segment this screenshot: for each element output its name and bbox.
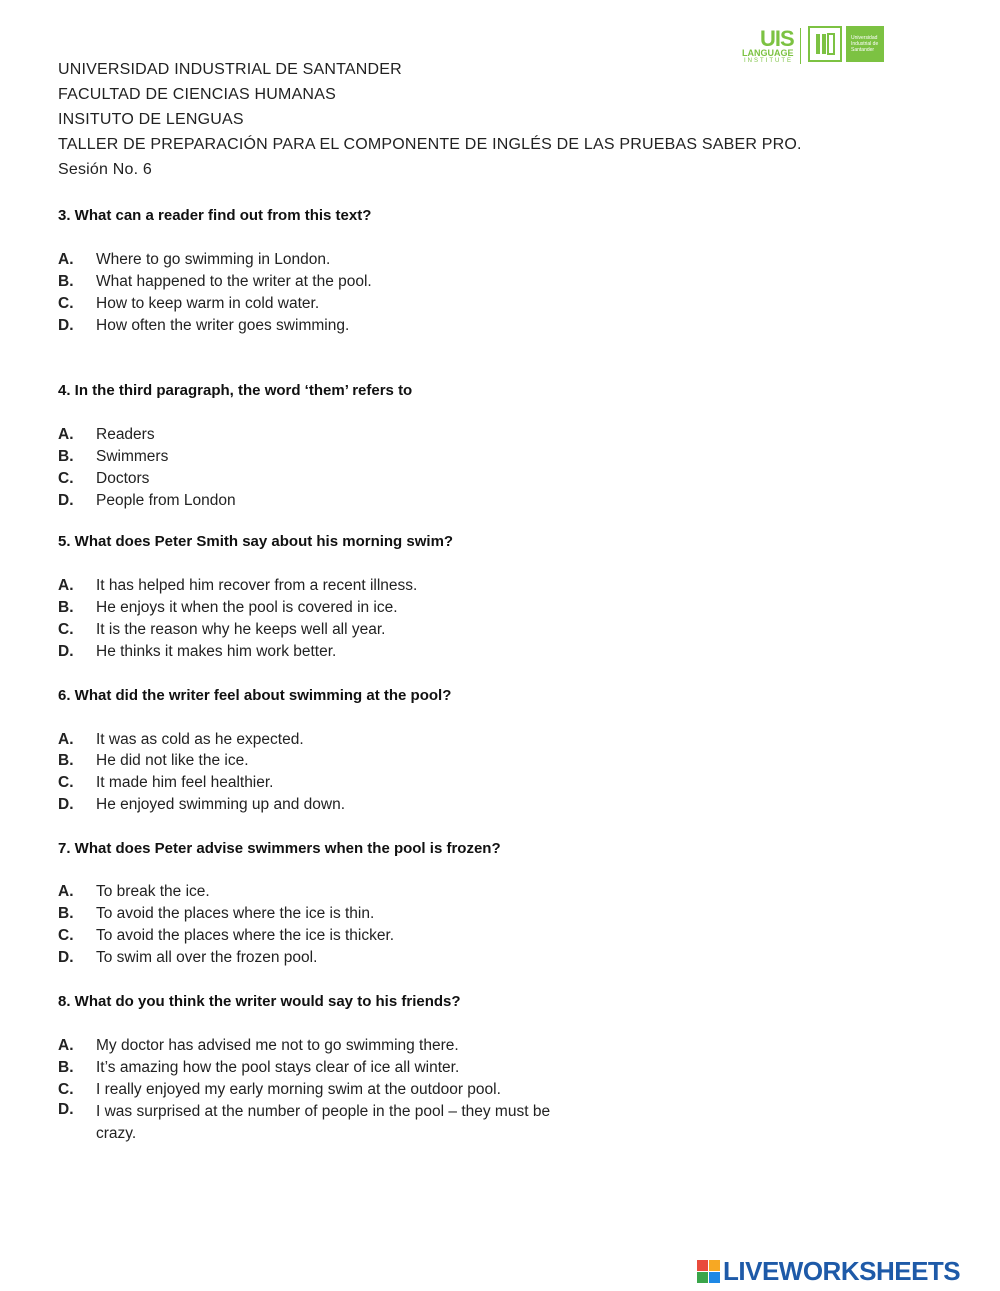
liveworksheets-logo-icon (697, 1260, 721, 1284)
option-letter: B. (58, 752, 74, 769)
question-4: 4. In the third paragraph, the word ‘them’ refers to (58, 382, 413, 399)
option-text: He enjoyed swimming up and down. (96, 796, 345, 813)
option-text: It is the reason why he keeps well all year. (96, 621, 386, 638)
logo-institute-text: INSTITUTE (744, 58, 793, 64)
option-letter: B. (58, 1059, 74, 1076)
option-text: It has helped him recover from a recent illness. (96, 577, 418, 594)
option-text: Doctors (96, 470, 150, 487)
option-text: It made him feel healthier. (96, 774, 274, 791)
option-letter: C. (58, 470, 74, 487)
option-5b[interactable] (58, 599, 398, 617)
option-letter: B. (58, 273, 74, 290)
uis-seal-icon (808, 26, 842, 62)
university-name: UNIVERSIDAD INDUSTRIAL DE SANTANDER (58, 61, 402, 78)
uis-language-institute-logo (742, 26, 887, 66)
option-3c[interactable] (58, 295, 319, 313)
option-7b[interactable] (58, 905, 374, 923)
option-7d[interactable] (58, 949, 317, 967)
option-text: He enjoys it when the pool is covered in ice. (96, 599, 398, 616)
option-text: It was as cold as he expected. (96, 731, 304, 748)
option-letter: B. (58, 905, 74, 922)
option-text: How often the writer goes swimming. (96, 317, 350, 334)
option-5d[interactable] (58, 643, 336, 661)
option-8a[interactable] (58, 1037, 459, 1055)
option-letter: D. (58, 796, 74, 813)
option-text: To avoid the places where the ice is thicker. (96, 927, 395, 944)
option-text: What happened to the writer at the pool. (96, 273, 372, 290)
option-text: Swimmers (96, 448, 169, 465)
option-letter: D. (58, 492, 74, 509)
option-text: He did not like the ice. (96, 752, 249, 769)
liveworksheets-wordmark: LIVEWORKSHEETS (723, 1256, 961, 1286)
option-letter: A. (58, 883, 74, 900)
institute-name: INSITUTO DE LENGUAS (58, 111, 244, 128)
option-8b[interactable] (58, 1059, 459, 1077)
workshop-title: TALLER DE PREPARACIÓN PARA EL COMPONENTE DE INGLÉS DE LAS PRUEBAS SABER PRO. (58, 136, 802, 153)
uis-badge-text: Universidad Industrial de Santander (851, 35, 879, 53)
option-letter: C. (58, 774, 74, 791)
option-6a[interactable] (58, 731, 304, 749)
option-letter: C. (58, 927, 74, 944)
option-text: My doctor has advised me not to go swimming there. (96, 1037, 459, 1054)
option-text: People from London (96, 492, 236, 509)
option-text: He thinks it makes him work better. (96, 643, 337, 660)
option-letter: B. (58, 448, 74, 465)
option-6d[interactable] (58, 796, 345, 814)
question-6: 6. What did the writer feel about swimming at the pool? (58, 687, 452, 704)
option-text: It’s amazing how the pool stays clear of ice all winter. (96, 1059, 460, 1076)
option-4d[interactable] (58, 492, 236, 510)
option-text: How to keep warm in cold water. (96, 295, 320, 312)
option-letter: D. (58, 317, 74, 334)
option-letter: A. (58, 1037, 74, 1054)
option-letter: A. (58, 731, 74, 748)
option-letter: D. (58, 643, 74, 660)
option-letter: D. (58, 1101, 74, 1118)
option-text: To avoid the places where the ice is thin. (96, 905, 375, 922)
option-letter: C. (58, 1081, 74, 1098)
logo-language-text: LANGUAGE (742, 48, 794, 58)
option-text: Where to go swimming in London. (96, 251, 331, 268)
option-8c[interactable] (58, 1081, 501, 1099)
question-5: 5. What does Peter Smith say about his morning swim? (58, 533, 454, 550)
option-5a[interactable] (58, 577, 417, 595)
option-text: To swim all over the frozen pool. (96, 949, 318, 966)
logo-divider (800, 28, 801, 64)
option-text: Readers (96, 426, 155, 443)
option-text: To break the ice. (96, 883, 210, 900)
option-7a[interactable] (58, 883, 210, 901)
option-3d[interactable] (58, 317, 349, 335)
option-3a[interactable] (58, 251, 330, 269)
question-8: 8. What do you think the writer would say to his friends? (58, 993, 461, 1010)
option-4c[interactable] (58, 470, 149, 488)
option-letter: A. (58, 251, 74, 268)
option-3b[interactable] (58, 273, 372, 291)
option-5c[interactable] (58, 621, 385, 639)
option-letter: C. (58, 295, 74, 312)
option-letter: D. (58, 949, 74, 966)
liveworksheets-brand (697, 1256, 960, 1286)
option-8d[interactable] (58, 1101, 566, 1145)
option-7c[interactable] (58, 927, 394, 945)
question-3: 3. What can a reader find out from this text? (58, 207, 372, 224)
option-text: I really enjoyed my early morning swim at the outdoor pool. (96, 1081, 501, 1098)
question-7: 7. What does Peter advise swimmers when the pool is frozen? (58, 840, 501, 857)
option-letter: A. (58, 426, 74, 443)
option-4b[interactable] (58, 448, 168, 466)
uis-badge (846, 26, 884, 62)
option-4a[interactable] (58, 426, 155, 444)
option-letter: B. (58, 599, 74, 616)
faculty-name: FACULTAD DE CIENCIAS HUMANAS (58, 86, 336, 103)
option-text: I was surprised at the number of people in the pool – they must be crazy. (96, 1103, 551, 1142)
option-letter: C. (58, 621, 74, 638)
option-6b[interactable] (58, 752, 249, 770)
option-letter: A. (58, 577, 74, 594)
logo-uis-text: UIS (760, 26, 794, 51)
option-6c[interactable] (58, 774, 274, 792)
session-number: Sesión No. 6 (58, 161, 153, 178)
